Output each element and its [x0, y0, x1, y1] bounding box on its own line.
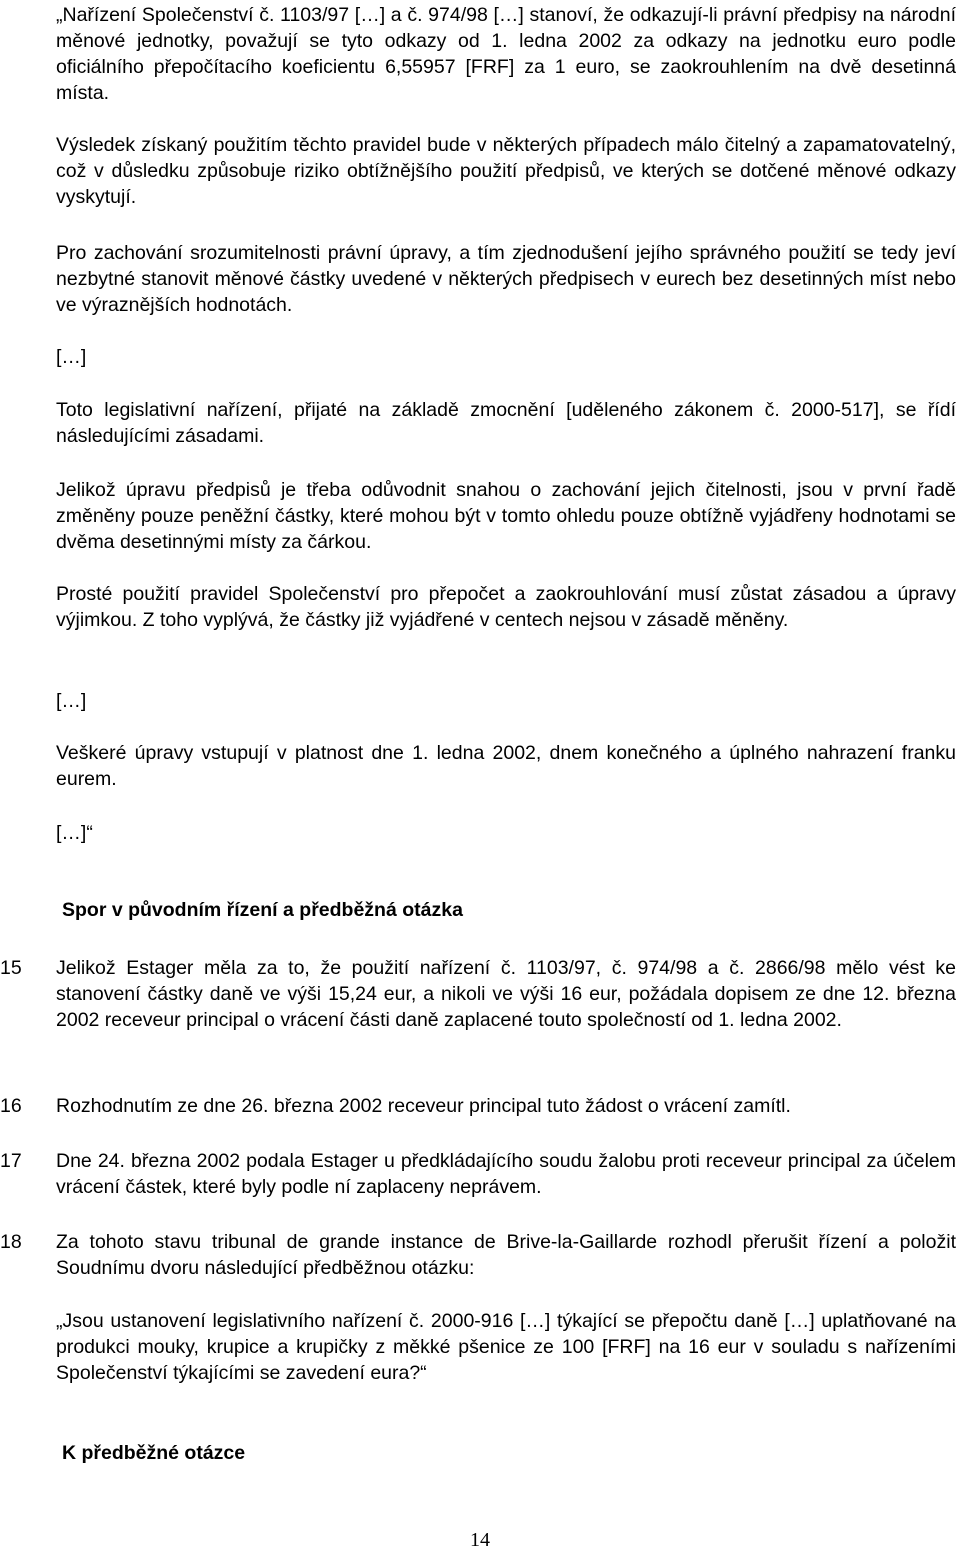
quote-paragraph: „Nařízení Společenství č. 1103/97 […] a č. 974/98 […] stanoví, že odkazují-li právní předpisy na národní měnové jednotky, považují se tyto odkazy od 1. ledna 2002 za odkazy na jednotku euro podle oficiálního přepočítacího koeficientu 6,55957 [FRF] za 1 euro, se zaokrouhlením na dvě desetinná místa.	[56, 4, 956, 104]
quote-paragraph: Pro zachování srozumitelnosti právní úpravy, a tím zjednodušení jejího správného použití se tedy jeví nezbytné stanovit měnové částky uvedené v některých předpisech v eurech bez desetinných míst nebo ve výraznějších hodnotách.	[56, 242, 956, 316]
section-heading: K předběžné otázce	[62, 1442, 246, 1464]
numbered-paragraph-text: Za tohoto stavu tribunal de grande instance de Brive-la-Gaillarde rozhodl přerušit řízení a položit Soudnímu dvoru následující předběžnou otázku:	[56, 1231, 956, 1279]
numbered-paragraph-text: Rozhodnutím ze dne 26. března 2002 receveur principal tuto žádost o vrácení zamítl.	[56, 1095, 791, 1117]
ellipsis-marker: […]“	[56, 822, 93, 844]
page-number: 14	[470, 1529, 490, 1551]
quote-paragraph: Jelikož úpravu předpisů je třeba odůvodnit snahou o zachování jejich čitelnosti, jsou v první řadě změněny pouze peněžní částky, které mohou být v tomto ohledu pouze obtížně vyjádřeny hodnotami se dvěma desetinnými místy za čárkou.	[56, 479, 956, 553]
paragraph-number: 15	[0, 957, 22, 979]
quote-paragraph: Prosté použití pravidel Společenství pro přepočet a zaokrouhlování musí zůstat zásadou a úpravy výjimkou. Z toho vyplývá, že částky již vyjádřené v centech nejsou v zásadě měněny.	[56, 583, 956, 631]
quote-paragraph: Toto legislativní nařízení, přijaté na základě zmocnění [uděleného zákonem č. 2000-517], se řídí následujícími zásadami.	[56, 399, 956, 447]
question-quote: „Jsou ustanovení legislativního nařízení č. 2000-916 […] týkající se přepočtu daně […] uplatňované na produkci mouky, krupice a krupičky z měkké pšenice ze 100 [FRF] na 16 eur v souladu s nařízeními Společenství týkajícími se zavedení eura?“	[56, 1310, 956, 1384]
numbered-paragraph-text: Dne 24. března 2002 podala Estager u předkládajícího soudu žalobu proti receveur principal za účelem vrácení částek, které byly podle ní zaplaceny neprávem.	[56, 1150, 956, 1198]
numbered-paragraph-text: Jelikož Estager měla za to, že použití nařízení č. 1103/97, č. 974/98 a č. 2866/98 mělo vést ke stanovení částky daně ve výši 15,24 eur, a nikoli ve výši 16 eur, požádala dopisem ze dne 12. března 2002 receveur principal o vrácení části daně zaplacené touto společností od 1. ledna 2002.	[56, 957, 956, 1031]
ellipsis-marker: […]	[56, 346, 87, 368]
ellipsis-marker: […]	[56, 690, 87, 712]
paragraph-number: 17	[0, 1150, 22, 1172]
paragraph-number: 16	[0, 1095, 22, 1117]
section-heading: Spor v původním řízení a předběžná otázka	[62, 899, 463, 921]
paragraph-number: 18	[0, 1231, 22, 1253]
quote-paragraph: Výsledek získaný použitím těchto pravidel bude v některých případech málo čitelný a zapamatovatelný, což v důsledku způsobuje riziko obtížnějšího použití předpisů, ve kterých se dotčené měnové odkazy vyskytují.	[56, 134, 956, 208]
quote-paragraph: Veškeré úpravy vstupují v platnost dne 1. ledna 2002, dnem konečného a úplného nahrazení franku eurem.	[56, 742, 956, 790]
